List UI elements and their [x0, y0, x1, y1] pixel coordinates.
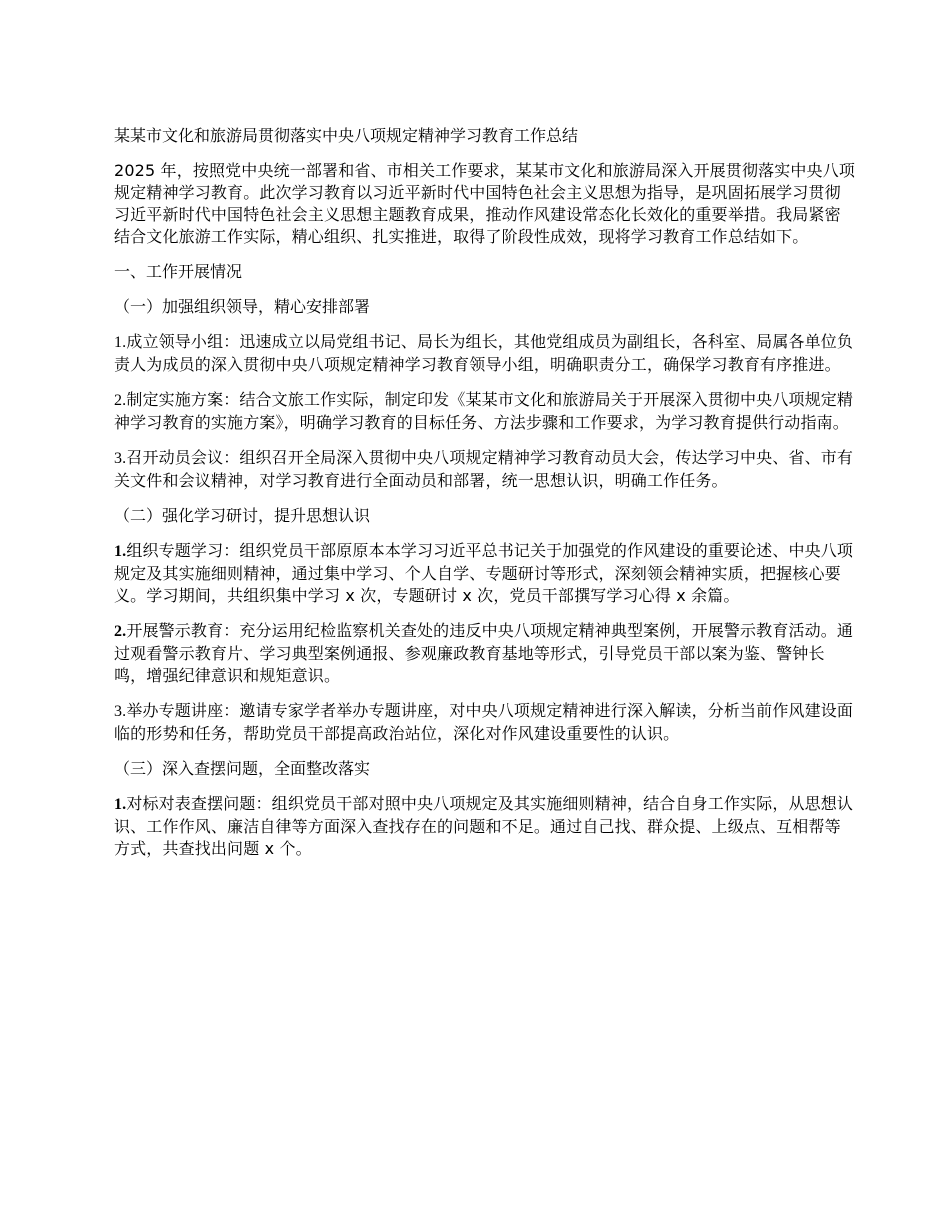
sub2-item-3 — [114, 700, 856, 745]
item-text: 制定实施方案：结合文旅工作实际，制定印发《某某市文化和旅游局关于开展深入贯彻中央八项规定精神学习教育的实施方案》，明确学习教育的目标任务、方法步骤和工作要求，为学习教育提供行动指南。 — [114, 390, 854, 432]
document-title: 某某市文化和旅游局贯彻落实中央八项规定精神学习教育工作总结 — [114, 126, 579, 145]
sub1-item-3 — [114, 447, 856, 492]
item-text: 举办专题讲座：邀请专家学者举办专题讲座，对中央八项规定精神进行深入解读，分析当前作风建设面临的形势和任务，帮助党员干部提高政治站位，深化对作风建设重要性的认识。 — [114, 701, 854, 743]
item-number: 2. — [114, 623, 127, 640]
subsection-heading-3: （三）深入查摆问题，全面整改落实 — [114, 759, 371, 778]
intro-paragraph: 2025 年，按照党中央统一部署和省、市相关工作要求，某某市文化和旅游局深入开展贯彻落实中央八项规定精神学习教育。此次学习教育以习近平新时代中国特色社会主义思想为指导，是巩固拓展学习贯彻习近平新时代中国特色社会主义思想主题教育成果，推动作风建设常态化长效化的重要举措。我局紧密结合文化旅游工作实际，精心组织、扎实推进，取得了阶段性成效，现将学习教育工作总结如下。 — [114, 161, 856, 246]
sub2-item-1 — [114, 540, 856, 607]
document-page — [114, 125, 856, 873]
item-text: 开展警示教育：充分运用纪检监察机关查处的违反中央八项规定精神典型案例，开展警示教育活动。通过观看警示教育片、学习典型案例通报、参观廉政教育基地等形式，引导党员干部以案为鉴、警钟长鸣，增强纪律意识和规矩意识。 — [114, 621, 854, 685]
item-number: 3. — [114, 450, 127, 467]
item-text: 组织专题学习：组织党员干部原原本本学习习近平总书记关于加强党的作风建设的重要论述、中央八项规定及其实施细则精神，通过集中学习、个人自学、专题研讨等形式，深刻领会精神实质，把握核心要义。学习期间，共组织集中学习 x 次，专题研讨 x 次，党员干部撰写学习心得 x 余篇。 — [114, 541, 854, 605]
item-number: 3. — [114, 703, 127, 720]
item-number: 1. — [114, 334, 127, 351]
item-text: 召开动员会议：组织召开全局深入贯彻中央八项规定精神学习教育动员大会，传达学习中央、省、市有关文件和会议精神，对学习教育进行全面动员和部署，统一思想认识，明确工作任务。 — [114, 448, 854, 490]
item-text: 对标对表查摆问题：组织党员干部对照中央八项规定及其实施细则精神，结合自身工作实际，从思想认识、工作作风、廉洁自律等方面深入查找存在的问题和不足。通过自己找、群众提、上级点、互相帮等方式，共查找出问题 x 个。 — [114, 794, 854, 858]
item-number: 1. — [114, 543, 127, 560]
section-heading-1: 一、工作开展情况 — [114, 262, 243, 281]
item-number: 2. — [114, 392, 127, 409]
sub1-item-1 — [114, 331, 856, 376]
subsection-heading-2: （二）强化学习研讨，提升思想认识 — [114, 506, 371, 525]
subsection-heading-1: （一）加强组织领导，精心安排部署 — [114, 297, 371, 316]
sub2-item-2 — [114, 620, 856, 687]
sub3-item-1 — [114, 793, 856, 860]
item-text: 成立领导小组：迅速成立以局党组书记、局长为组长，其他党组成员为副组长，各科室、局属各单位负责人为成员的深入贯彻中央八项规定精神学习教育领导小组，明确职责分工，确保学习教育有序推进。 — [114, 332, 854, 374]
item-number: 1. — [114, 796, 127, 813]
sub1-item-2 — [114, 389, 856, 434]
